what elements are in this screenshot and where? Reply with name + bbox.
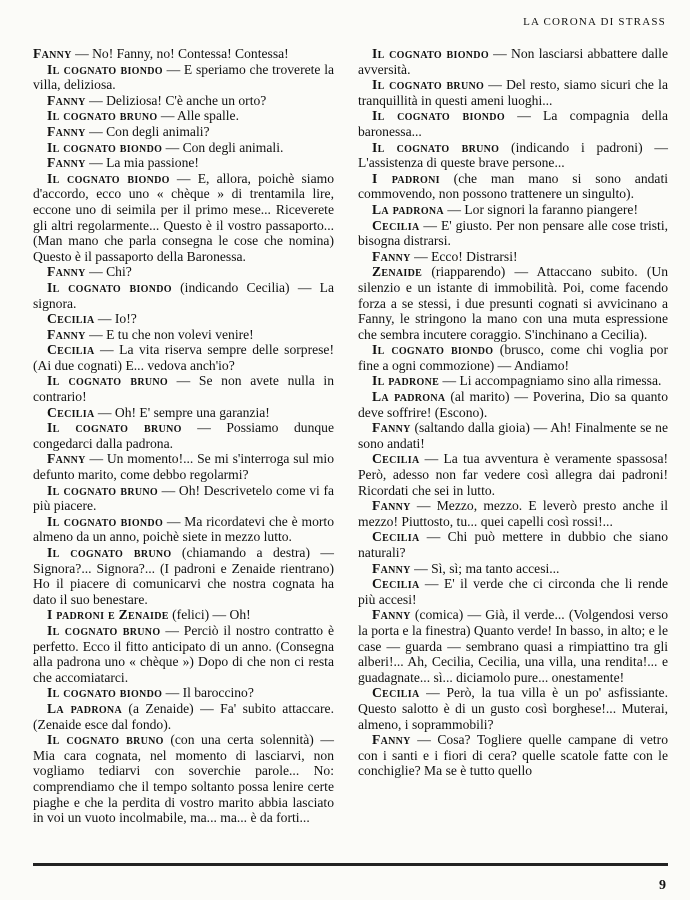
- dialogue-text: — Cosa? Togliere quelle campane di vetro con i santi e i fiori di cera? quelle scatole fatte con le conchiglie? Ma se è tutto quello: [358, 732, 668, 779]
- dialogue-text: — Ma ricordatevi che è morto almeno da un anno, poichè siete in mezzo lutto.: [33, 513, 334, 545]
- dialogue-line: [358, 389, 668, 420]
- dialogue-line: [358, 218, 668, 249]
- dialogue-line: [358, 607, 668, 685]
- dialogue-line: [33, 93, 334, 109]
- dialogue-text: — Sì, sì; ma tanto accesi...: [410, 560, 560, 576]
- dialogue-line: [33, 155, 334, 171]
- dialogue-text: (indicando i padroni) — L'assistenza di queste brave persone...: [358, 139, 668, 171]
- dialogue-line: [33, 545, 334, 607]
- dialogue-line: [358, 561, 668, 577]
- dialogue-text: (al marito) — Poverina, Dio sa quanto deve soffrire! (Escono).: [358, 389, 668, 420]
- speaker-name: Fanny: [372, 498, 411, 514]
- dialogue-line: [33, 373, 334, 404]
- dialogue-line: [33, 685, 334, 701]
- page-number: 9: [659, 878, 666, 893]
- dialogue-text: — E, allora, poichè siamo d'accordo, ecco uno « chèque » di trentamila lire, eccone uno di seimila per il primo mese... Riceverete gli altri regolarmente... Questo è il vostro passaporto... (Man mano che parla consegna le cose che nomina) Questo è il passaporto della Baronessa.: [33, 170, 334, 264]
- dialogue-line: [358, 264, 668, 342]
- speaker-name: Il cognato biondo: [372, 108, 505, 124]
- dialogue-text: — E' il verde che ci circonda che li rende più accesi!: [358, 576, 668, 607]
- dialogue-text: (comica) — Già, il verde... (Volgendosi verso la porta e la finestra) Quanto verde! In basso, in alto; e le case — guarda — sembrano quasi a rimpiattino tra gli alberi!... Ah, Cecilia, Cecilia, una villa, una rendita!... e guadagnate... sì... diciamolo pure... onestamente!: [358, 607, 668, 685]
- dialogue-text: — Del resto, siamo sicuri che la tranquillità in questi ameni luoghi...: [358, 77, 668, 108]
- dialogue-line: [33, 108, 334, 124]
- speaker-name: Il cognato biondo: [47, 170, 170, 186]
- speaker-name: Il cognato bruno: [47, 622, 161, 638]
- dialogue-text: (a Zenaide) — Fa' subito attaccare. (Zenaide esce dal fondo).: [33, 700, 334, 732]
- speaker-name: Cecilia: [47, 311, 95, 327]
- dialogue-text: — Possiamo dunque congedarci dalla padrona.: [33, 420, 334, 451]
- dialogue-text: (che man mano si sono andati commovendo, non possono trattenere un singulto).: [358, 170, 668, 202]
- speaker-name: Zenaide: [372, 264, 423, 280]
- dialogue-text: (brusco, come chi voglia por fine a ogni commozione) — Andiamo!: [358, 342, 668, 373]
- speaker-name: Il cognato biondo: [372, 342, 494, 358]
- speaker-name: Cecilia: [372, 685, 420, 701]
- dialogue-text: — E tu che non volevi venire!: [85, 326, 254, 342]
- dialogue-text: — E' giusto. Per non pensare alle cose tristi, bisogna distrarsi.: [358, 217, 668, 249]
- dialogue-text: — Perciò il nostro contratto è perfetto. Ecco il fitto anticipato di un anno. (Consegna alla padrona uno « chèque ») Dopo di che non ci resta che accomiatarci.: [33, 622, 334, 685]
- dialogue-line: [358, 529, 668, 560]
- speaker-name: Fanny: [372, 607, 411, 623]
- dialogue-line: [358, 420, 668, 451]
- dialogue-text: — La mia passione!: [85, 155, 199, 171]
- dialogue-line: [33, 46, 334, 62]
- dialogue-line: [358, 732, 668, 779]
- dialogue-line: [33, 342, 334, 373]
- dialogue-text: — Oh! E' sempre una garanzia!: [94, 404, 270, 420]
- speaker-name: Fanny: [47, 264, 86, 280]
- speaker-name: Cecilia: [372, 217, 420, 233]
- speaker-name: Cecilia: [47, 404, 95, 420]
- speaker-name: Fanny: [33, 46, 72, 61]
- speaker-name: Il cognato bruno: [47, 373, 168, 389]
- dialogue-text: — Chi può mettere in dubbio che siano naturali?: [358, 529, 668, 560]
- speaker-name: Il cognato bruno: [47, 420, 182, 436]
- speaker-name: Fanny: [372, 560, 411, 576]
- dialogue-line: [33, 62, 334, 93]
- dialogue-text: — Ecco! Distrarsi!: [410, 248, 518, 264]
- speaker-name: La padrona: [372, 389, 446, 405]
- dialogue-line: [358, 373, 668, 389]
- dialogue-text: — Alle spalle.: [157, 108, 239, 124]
- speaker-name: Fanny: [47, 92, 86, 108]
- dialogue-line: [33, 280, 334, 311]
- dialogue-line: [358, 576, 668, 607]
- dialogue-text: — La tua avventura è veramente spassosa! Però, adesso non far vedere così allegra dai padroni! Ricordati che sei in lutto.: [358, 451, 668, 498]
- dialogue-line: [33, 140, 334, 156]
- dialogue-line: [33, 264, 334, 280]
- dialogue-line: [358, 77, 668, 108]
- dialogue-line: [358, 171, 668, 202]
- dialogue-line: [33, 701, 334, 732]
- dialogue-text: (riapparendo) — Attaccano subito. (Un silenzio e un istante di immobilità. Poi, come facendo forza a se stessi, i due presunti cognati si avvicinano a Fanny, le stringono la mano con una muta espressione che sembra incutere coraggio. S'inchinano a Cecilia).: [358, 264, 668, 342]
- dialogue-line: [33, 483, 334, 514]
- dialogue-line: [33, 311, 334, 327]
- speaker-name: Il cognato biondo: [47, 279, 172, 295]
- dialogue-line: [33, 124, 334, 140]
- dialogue-text: — La vita riserva sempre delle sorprese! (Ai due cognati) E... vedova anch'io?: [33, 342, 334, 373]
- dialogue-line: [358, 140, 668, 171]
- dialogue-line: [33, 327, 334, 343]
- dialogue-text: — Se non avete nulla in contrario!: [33, 373, 334, 405]
- dialogue-text: — No! Fanny, no! Contessa! Contessa!: [71, 46, 289, 61]
- dialogue-line: [358, 342, 668, 373]
- dialogue-text: — Non lasciarsi abbattere dalle avversità.: [358, 46, 668, 77]
- dialogue-line: [358, 451, 668, 498]
- dialogue-line: [33, 623, 334, 685]
- dialogue-line: [358, 108, 668, 139]
- dialogue-text: — Lor signori la faranno piangere!: [443, 201, 638, 217]
- speaker-name: Fanny: [372, 732, 411, 748]
- speaker-name: Il cognato biondo: [372, 46, 489, 61]
- dialogue-text: — Un momento!... Se mi s'interroga sul mio defunto marito, come debbo regolarmi?: [33, 451, 334, 483]
- speaker-name: Il cognato bruno: [372, 77, 485, 93]
- left-column: [33, 46, 334, 826]
- speaker-name: Cecilia: [372, 451, 420, 467]
- speaker-name: Fanny: [372, 420, 411, 436]
- speaker-name: La padrona: [372, 201, 444, 217]
- dialogue-line: [358, 249, 668, 265]
- dialogue-line: [33, 420, 334, 451]
- speaker-name: Fanny: [47, 123, 86, 139]
- speaker-name: Il cognato bruno: [47, 108, 158, 124]
- dialogue-line: [33, 514, 334, 545]
- speaker-name: Cecilia: [372, 576, 420, 592]
- speaker-name: Il cognato biondo: [47, 513, 164, 529]
- speaker-name: Fanny: [47, 451, 86, 467]
- dialogue-line: [33, 732, 334, 826]
- dialogue-line: [33, 171, 334, 265]
- right-column: [358, 46, 668, 779]
- dialogue-line: [33, 607, 334, 623]
- dialogue-text: — Però, la tua villa è un po' asfissiante. Questo salotto è di un gusto così borghese!... Muterai, almeno, i soprammobili?: [358, 685, 668, 732]
- dialogue-text: — Io!?: [94, 311, 137, 327]
- speaker-name: Cecilia: [47, 342, 95, 358]
- speaker-name: Il cognato bruno: [372, 139, 500, 155]
- dialogue-text: — Li accompagniamo sino alla rimessa.: [439, 373, 662, 389]
- dialogue-text: — La compagnia della baronessa...: [358, 108, 668, 139]
- dialogue-text: (chiamando a destra) — Signora?... Signora?... (I padroni e Zenaide rientrano) Ho il piacere di comunicarvi che nostra cognata ha dato il suo benestare.: [33, 545, 335, 607]
- dialogue-text: (felici) — Oh!: [168, 607, 251, 623]
- speaker-name: Il cognato biondo: [47, 685, 163, 701]
- speaker-name: Cecilia: [372, 529, 420, 545]
- running-head: LA CORONA DI STRASS: [523, 16, 666, 28]
- speaker-name: I padroni e Zenaide: [47, 607, 169, 623]
- dialogue-line: [358, 498, 668, 529]
- speaker-name: Il cognato bruno: [47, 482, 158, 498]
- speaker-name: Il cognato biondo: [47, 139, 163, 155]
- speaker-name: Fanny: [47, 326, 86, 342]
- dialogue-line: [358, 46, 668, 77]
- speaker-name: Fanny: [47, 155, 86, 171]
- speaker-name: Il cognato bruno: [47, 732, 164, 748]
- dialogue-line: [358, 202, 668, 218]
- dialogue-text: — E speriamo che troverete la villa, deliziosa.: [33, 61, 335, 93]
- speaker-name: I padroni: [372, 170, 440, 186]
- dialogue-text: — Con degli animali.: [162, 139, 284, 155]
- dialogue-line: [33, 451, 334, 482]
- speaker-name: Il cognato biondo: [47, 61, 163, 77]
- speaker-name: La padrona: [47, 700, 122, 716]
- dialogue-text: — Oh! Descrivetelo come vi fa più piacere.: [33, 482, 334, 514]
- speaker-name: Il cognato bruno: [47, 545, 172, 560]
- footer-rule: [33, 863, 668, 866]
- dialogue-text: — Chi?: [85, 264, 132, 280]
- dialogue-text: (con una certa solennità) — Mia cara cognata, nel momento di lasciarvi, non vogliamo tediarvi con soverchie parole... No: comprendiamo che il tempo soltanto possa lenire certe piaghe e che la perdita di vostro marito abbia lasciato in voi un vuoto incolmabile, ma... ma... è da forti...: [33, 732, 334, 826]
- speaker-name: Il padrone: [372, 373, 440, 389]
- dialogue-text: — Mezzo, mezzo. E leverò presto anche il mezzo! Piuttosto, tu... quei capelli così rossi!...: [358, 498, 668, 529]
- dialogue-line: [358, 685, 668, 732]
- speaker-name: Fanny: [372, 248, 411, 264]
- dialogue-line: [33, 405, 334, 421]
- dialogue-text: — Il baroccino?: [162, 685, 254, 701]
- dialogue-text: — Con degli animali?: [85, 123, 210, 139]
- dialogue-text: (indicando Cecilia) — La signora.: [33, 279, 334, 311]
- dialogue-text: — Deliziosa! C'è anche un orto?: [85, 92, 267, 108]
- dialogue-text: (saltando dalla gioia) — Ah! Finalmente se ne sono andati!: [358, 420, 668, 451]
